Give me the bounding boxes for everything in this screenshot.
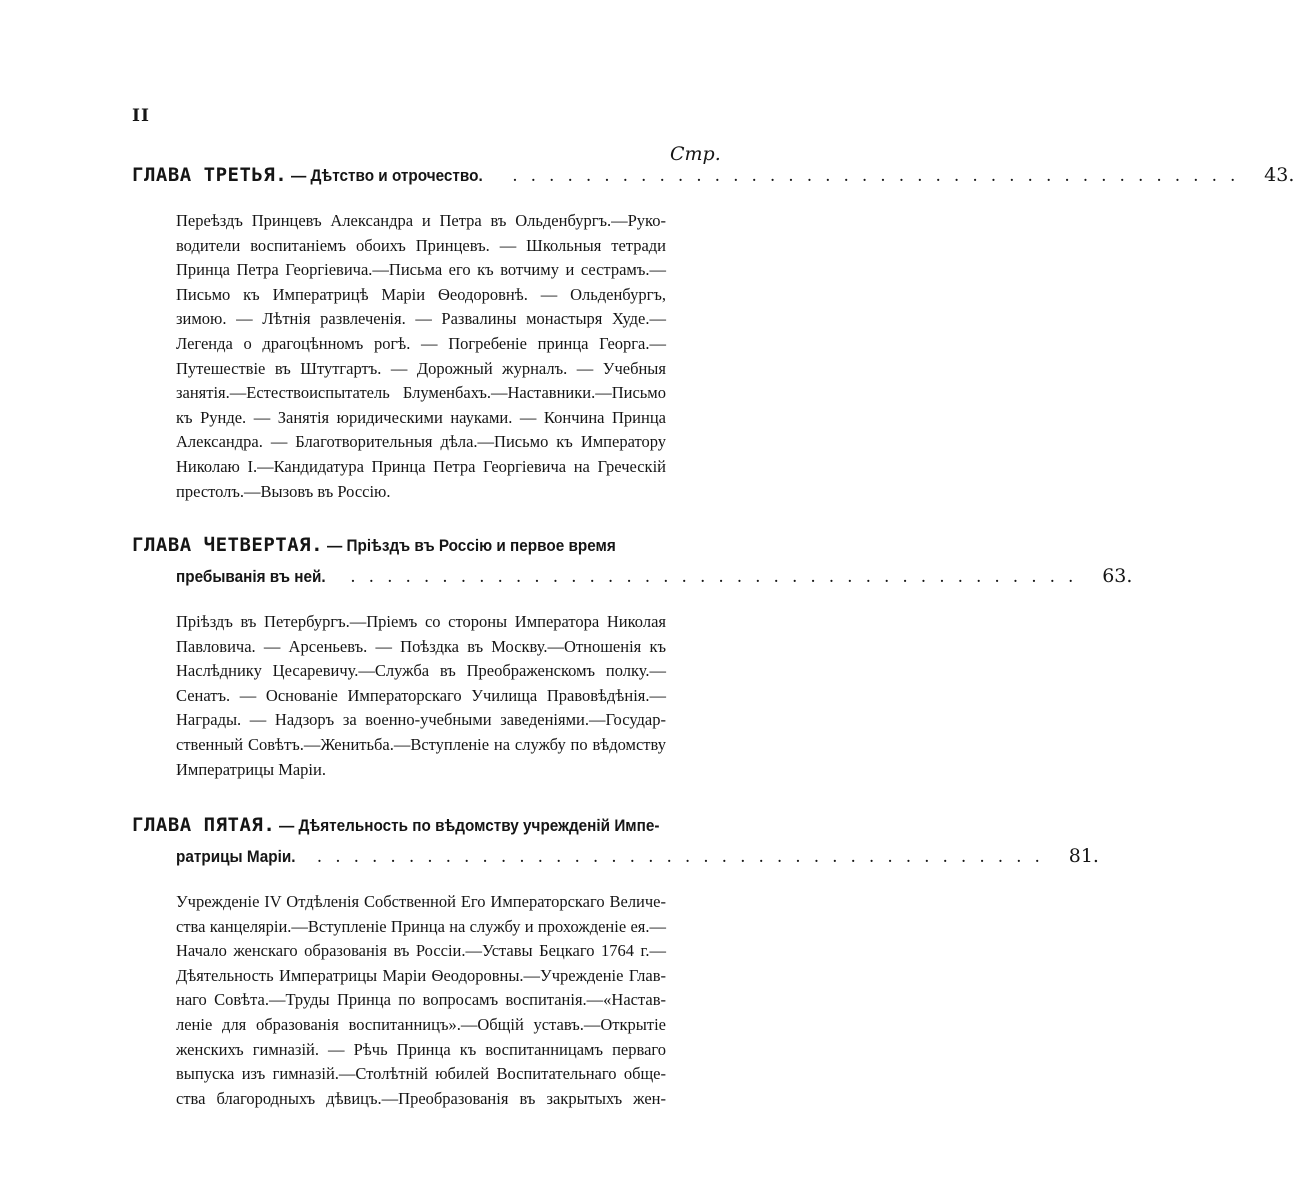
dot-leader: ........................................ (512, 166, 1249, 186)
chapter-three (132, 160, 1294, 504)
summary-line: Учрежденіе IV Отдѣленія Собственной Его Императорскаго Величе- (176, 892, 666, 911)
chapter-four (132, 530, 1133, 782)
page-column-header: Стр. (670, 143, 721, 165)
summary-line: ства благородныхъ дѣвицъ.—Преобразованія въ закрытыхъ жен- (176, 1088, 666, 1108)
chapter-title: — Дѣятельность по вѣдомству учрежденій Импе- (279, 816, 660, 835)
summary-line: зимою. — Лѣтнія развлеченія. — Развалины монастыря Худе.— (176, 309, 666, 329)
chapter-label: ГЛАВА ПЯТАЯ. (132, 814, 276, 836)
summary-line: Легенда о драгоцѣнномъ рогѣ. — Погребеніе принца Георга.— (176, 333, 666, 353)
chapter-summary (176, 890, 666, 1111)
summary-line: къ Рунде. — Занятія юридическими науками. — Кончина Принца (176, 407, 666, 427)
summary-line: леніе для образованія воспитанницъ».—Общій уставъ.—Открытіе (176, 1014, 666, 1034)
chapter-summary (176, 610, 666, 782)
chapter-title-continued: пребыванія въ ней. (176, 567, 326, 586)
chapter-heading-continued (132, 841, 1099, 872)
chapter-heading (132, 160, 1294, 191)
summary-line: Начало женскаго образованія въ Россіи.—Уставы Бецкаго 1764 г.— (176, 941, 666, 961)
summary-line: Письмо къ Императрицѣ Маріи Ѳеодоровнѣ. — Ольденбургъ, (176, 284, 666, 304)
summary-line: Николаю I.—Кандидатура Принца Петра Георгіевича на Греческій (176, 456, 666, 476)
summary-line: Императрицы Маріи. (176, 759, 326, 779)
chapter-heading (132, 810, 708, 841)
chapter-five (132, 810, 1099, 1111)
chapter-page-ref: 81. (1068, 845, 1099, 867)
chapter-title: — Пріѣздъ въ Россію и первое время (327, 536, 616, 555)
dot-leader: ........................................ (350, 567, 1087, 587)
chapter-label: ГЛАВА ЧЕТВЕРТАЯ. (132, 534, 324, 556)
summary-line: Александра. — Благотворительныя дѣла.—Письмо къ Императору (176, 432, 666, 452)
chapter-heading-continued (132, 561, 1133, 592)
chapter-summary (176, 209, 666, 504)
summary-line: Наслѣднику Цесаревичу.—Служба въ Преображенскомъ полку.— (176, 661, 666, 681)
summary-line: ственный Совѣтъ.—Женитьба.—Вступленіе на службу по вѣдомству (176, 734, 666, 754)
chapter-heading (132, 530, 708, 561)
summary-line: водители воспитаніемъ обоихъ Принцевъ. — Школьныя тетради (176, 235, 666, 255)
chapter-title-continued: ратрицы Маріи. (176, 847, 296, 866)
summary-line: выпуска изъ гимназій.—Столѣтній юбилей Воспитательнаго обще- (176, 1064, 666, 1084)
summary-line: Награды. — Надзоръ за военно-учебными заведеніями.—Государ- (176, 710, 666, 730)
summary-line: Переѣздъ Принцевъ Александра и Петра въ Ольденбургъ.—Руко- (176, 211, 666, 230)
chapter-page-ref: 63. (1102, 565, 1133, 587)
chapter-label: ГЛАВА ТРЕТЬЯ. (132, 164, 288, 186)
chapter-title: — Дѣтство и отрочество. (291, 166, 483, 185)
dot-leader: ........................................ (316, 847, 1053, 867)
summary-line: Пріѣздъ въ Петербургъ.—Пріемъ со стороны Императора Николая (176, 612, 666, 631)
summary-line: Сенатъ. — Основаніе Императорскаго Училища Правовѣдѣнія.— (176, 685, 666, 705)
summary-line: Принца Петра Георгіевича.—Письма его къ вотчиму и сестрамъ.— (176, 260, 666, 280)
summary-line: женскихъ гимназій. — Рѣчь Принца къ воспитанницамъ перваго (176, 1039, 666, 1059)
summary-line: наго Совѣта.—Труды Принца по вопросамъ воспитанія.—«Настав- (176, 990, 666, 1010)
summary-line: Дѣятельность Императрицы Маріи Ѳеодоровны.—Учрежденіе Глав- (176, 965, 666, 985)
chapter-page-ref: 43. (1264, 164, 1294, 186)
summary-line: Путешествіе въ Штутгартъ. — Дорожный журналъ. — Учебныя (176, 358, 666, 378)
summary-line: престолъ.—Вызовъ въ Россію. (176, 481, 391, 501)
page-number: II (132, 106, 150, 126)
summary-line: ства канцеляріи.—Вступленіе Принца на службу и прохожденіе ея.— (176, 916, 666, 936)
summary-line: занятія.—Естествоиспытатель Блуменбахъ.—Наставники.—Письмо (176, 383, 666, 403)
summary-line: Павловича. — Арсеньевъ. — Поѣздка въ Москву.—Отношенія къ (176, 636, 666, 656)
